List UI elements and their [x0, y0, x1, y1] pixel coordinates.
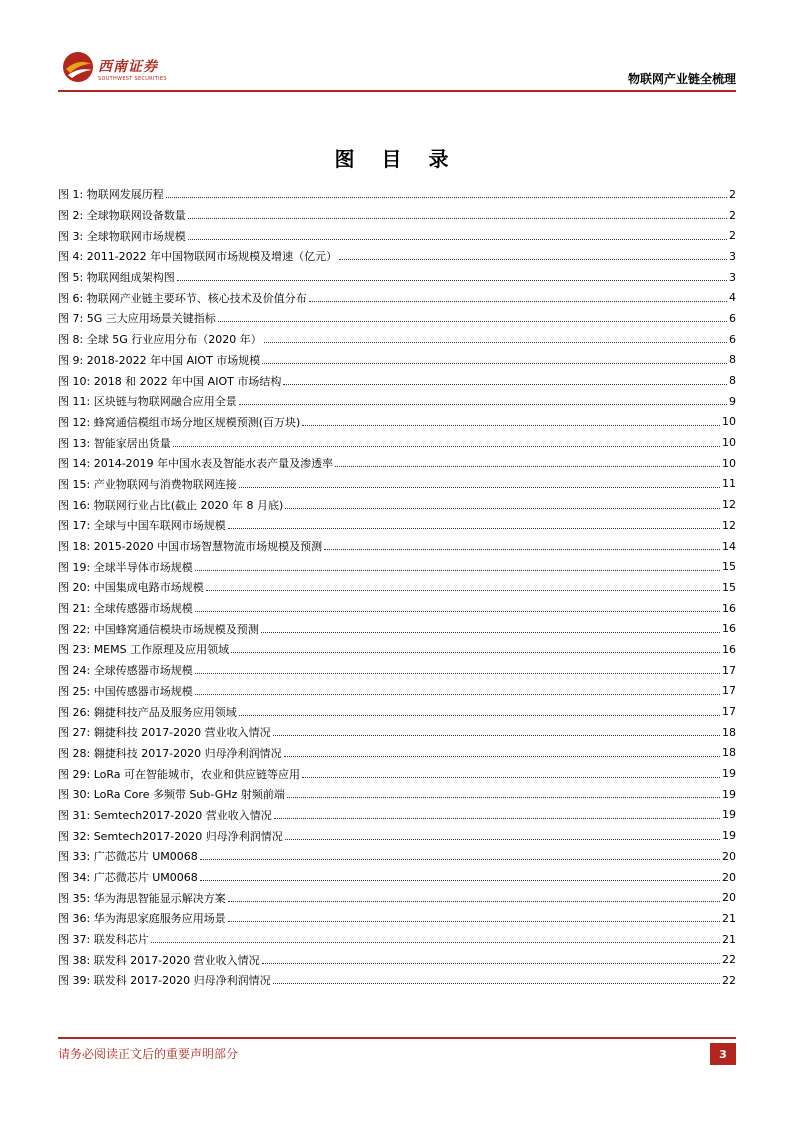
toc-entry-page: 21 [722, 932, 736, 946]
toc-entry[interactable] [58, 660, 736, 681]
toc-entry-page: 8 [729, 374, 736, 388]
page-number: 3 [710, 1043, 736, 1065]
toc-entry-label: 图 6: 物联网产业链主要环节、核心技术及价值分布 [58, 291, 307, 305]
toc-entry[interactable] [58, 246, 736, 267]
toc-entry[interactable] [58, 267, 736, 288]
toc-entry-page: 16 [722, 642, 736, 656]
toc-entry-label: 图 35: 华为海思智能显示解决方案 [58, 891, 226, 905]
toc-entry[interactable] [58, 515, 736, 536]
toc-entry-page: 17 [722, 705, 736, 719]
toc-entry-page: 18 [722, 746, 736, 760]
disclaimer-notice: 请务必阅读正文后的重要声明部分 [58, 1047, 239, 1061]
dot-leader [195, 561, 720, 571]
toc-entry-label: 图 16: 物联网行业占比(截止 2020 年 8 月底) [58, 498, 284, 512]
toc-entry-label: 图 3: 全球物联网市场规模 [58, 229, 186, 243]
toc-entry-label: 图 12: 蜂窝通信模组市场分地区规模预测(百万块) [58, 415, 301, 429]
footer-divider [58, 1037, 736, 1039]
toc-entry[interactable] [58, 701, 736, 722]
toc-entry-label: 图 29: LoRa 可在智能城市，农业和供应链等应用 [58, 767, 300, 781]
toc-entry[interactable] [58, 970, 736, 991]
toc-entry-label: 图 32: Semtech2017-2020 归母净利润情况 [58, 829, 283, 843]
toc-entry[interactable] [58, 784, 736, 805]
dot-leader [302, 768, 720, 778]
dot-leader [239, 395, 727, 405]
dot-leader [335, 457, 720, 467]
toc-entry-page: 6 [729, 311, 736, 325]
dot-leader [200, 871, 720, 881]
dot-leader [284, 747, 720, 757]
toc-entry-page: 15 [722, 560, 736, 574]
logo-emblem-icon [60, 50, 96, 84]
toc-entry[interactable] [58, 287, 736, 308]
toc-entry-label: 图 39: 联发科 2017-2020 归母净利润情况 [58, 974, 271, 988]
toc-entry-page: 22 [722, 953, 736, 967]
toc-entry-label: 图 36: 华为海思家庭服务应用场景 [58, 912, 226, 926]
toc-entry-label: 图 9: 2018-2022 年中国 AIOT 市场规模 [58, 353, 261, 367]
toc-entry-label: 图 33: 广芯微芯片 UM0068 [58, 850, 198, 864]
toc-entry-label: 图 30: LoRa Core 多频带 Sub-GHz 射频前端 [58, 788, 285, 802]
toc-entry-label: 图 2: 全球物联网设备数量 [58, 209, 186, 223]
toc-entry-page: 10 [722, 436, 736, 450]
dot-leader [228, 912, 720, 922]
toc-entry[interactable] [58, 184, 736, 205]
toc-entry-label: 图 5: 物联网组成架构图 [58, 271, 175, 285]
toc-entry[interactable] [58, 867, 736, 888]
toc-entry-label: 图 34: 广芯微芯片 UM0068 [58, 871, 198, 885]
toc-entry[interactable] [58, 743, 736, 764]
toc-entry-label: 图 4: 2011-2022 年中国物联网市场规模及增速（亿元） [58, 250, 338, 264]
toc-entry-label: 图 14: 2014-2019 年中国水表及智能水表产量及渗透率 [58, 457, 334, 471]
toc-entry-page: 12 [722, 498, 736, 512]
dot-leader [309, 292, 727, 302]
toc-entry[interactable] [58, 453, 736, 474]
dot-leader [339, 250, 727, 260]
toc-entry-label: 图 20: 中国集成电路市场规模 [58, 581, 204, 595]
toc-entry[interactable] [58, 225, 736, 246]
dot-leader [239, 478, 720, 488]
toc-entry-page: 20 [722, 870, 736, 884]
toc-entry-label: 图 28: 翱捷科技 2017-2020 归母净利润情况 [58, 746, 282, 760]
toc-entry[interactable] [58, 722, 736, 743]
figure-list [58, 184, 736, 991]
toc-entry-page: 15 [722, 580, 736, 594]
toc-entry-page: 19 [722, 767, 736, 781]
toc-entry[interactable] [58, 474, 736, 495]
toc-entry-label: 图 18: 2015-2020 中国市场智慧物流市场规模及预测 [58, 540, 323, 554]
toc-entry-label: 图 11: 区块链与物联网融合应用全景 [58, 395, 237, 409]
toc-entry[interactable] [58, 556, 736, 577]
toc-entry-page: 11 [722, 477, 736, 491]
toc-entry-page: 9 [729, 394, 736, 408]
toc-entry[interactable] [58, 825, 736, 846]
dot-leader [287, 788, 720, 798]
header-divider [58, 90, 736, 92]
toc-entry[interactable] [58, 949, 736, 970]
toc-entry-page: 2 [729, 229, 736, 243]
dot-leader [166, 188, 727, 198]
toc-entry[interactable] [58, 577, 736, 598]
dot-leader [206, 581, 720, 591]
toc-entry[interactable] [58, 391, 736, 412]
toc-entry[interactable] [58, 929, 736, 950]
toc-entry-label: 图 27: 翱捷科技 2017-2020 营业收入情况 [58, 726, 271, 740]
toc-entry-page: 10 [722, 415, 736, 429]
toc-entry-page: 19 [722, 829, 736, 843]
toc-entry[interactable] [58, 763, 736, 784]
dot-leader [177, 271, 727, 281]
dot-leader [302, 416, 720, 426]
toc-entry-label: 图 22: 中国蜂窝通信模块市场规模及预测 [58, 622, 259, 636]
toc-entry-label: 图 10: 2018 和 2022 年中国 AIOT 市场结构 [58, 374, 282, 388]
toc-entry-page: 22 [722, 973, 736, 987]
dot-leader [218, 312, 727, 322]
dot-leader [262, 354, 727, 364]
toc-entry-page: 19 [722, 808, 736, 822]
toc-entry[interactable] [58, 639, 736, 660]
toc-entry[interactable] [58, 681, 736, 702]
toc-entry[interactable] [58, 846, 736, 867]
toc-entry[interactable] [58, 598, 736, 619]
dot-leader [285, 499, 720, 509]
dot-leader [261, 623, 720, 633]
dot-leader [195, 602, 720, 612]
toc-entry-label: 图 26: 翱捷科技产品及服务应用领域 [58, 705, 237, 719]
toc-entry[interactable] [58, 805, 736, 826]
toc-entry-label: 图 17: 全球与中国车联网市场规模 [58, 519, 226, 533]
toc-entry-label: 图 8: 全球 5G 行业应用分布（2020 年） [58, 333, 262, 347]
toc-entry-page: 21 [722, 911, 736, 925]
toc-entry[interactable] [58, 618, 736, 639]
toc-entry-label: 图 13: 智能家居出货量 [58, 436, 171, 450]
dot-leader [285, 830, 720, 840]
dot-leader [151, 933, 720, 943]
toc-entry[interactable] [58, 432, 736, 453]
toc-entry-label: 图 37: 联发科芯片 [58, 933, 149, 947]
toc-entry-label: 图 19: 全球半导体市场规模 [58, 560, 193, 574]
toc-entry[interactable] [58, 329, 736, 350]
dot-leader [239, 706, 720, 716]
logo-chinese-name: 西南证券 [98, 59, 158, 75]
toc-entry-label: 图 31: Semtech2017-2020 营业收入情况 [58, 808, 272, 822]
dot-leader [200, 850, 720, 860]
toc-entry-page: 20 [722, 891, 736, 905]
toc-entry[interactable] [58, 494, 736, 515]
toc-entry-page: 4 [729, 291, 736, 305]
toc-heading: 图 目 录 [334, 147, 459, 171]
dot-leader [231, 643, 720, 653]
toc-entry[interactable] [58, 370, 736, 391]
toc-entry-label: 图 21: 全球传感器市场规模 [58, 602, 193, 616]
dot-leader [264, 333, 727, 343]
toc-entry-page: 17 [722, 684, 736, 698]
dot-leader [283, 375, 727, 385]
page-header [58, 40, 736, 90]
toc-entry-page: 12 [722, 518, 736, 532]
toc-entry-page: 3 [729, 249, 736, 263]
company-logo [58, 48, 178, 88]
dot-leader [324, 540, 720, 550]
toc-entry-label: 图 23: MEMS 工作原理及应用领域 [58, 643, 230, 657]
toc-entry-label: 图 15: 产业物联网与消费物联网连接 [58, 477, 237, 491]
toc-entry[interactable] [58, 908, 736, 929]
dot-leader [262, 954, 720, 964]
toc-entry-page: 8 [729, 353, 736, 367]
toc-entry-label: 图 7: 5G 三大应用场景关键指标 [58, 312, 216, 326]
toc-entry[interactable] [58, 350, 736, 371]
toc-entry-page: 2 [729, 208, 736, 222]
toc-entry-page: 2 [729, 187, 736, 201]
toc-entry-label: 图 25: 中国传感器市场规模 [58, 684, 193, 698]
report-title: 物联网产业链全梳理 [627, 72, 736, 86]
dot-leader [195, 664, 720, 674]
toc-entry-page: 6 [729, 332, 736, 346]
dot-leader [273, 726, 720, 736]
toc-entry-page: 16 [722, 601, 736, 615]
toc-entry[interactable] [58, 887, 736, 908]
toc-entry-label: 图 38: 联发科 2017-2020 营业收入情况 [58, 953, 260, 967]
dot-leader [274, 809, 720, 819]
toc-entry-label: 图 24: 全球传感器市场规模 [58, 664, 193, 678]
dot-leader [228, 892, 720, 902]
toc-entry[interactable] [58, 308, 736, 329]
dot-leader [188, 230, 727, 240]
toc-entry-page: 18 [722, 725, 736, 739]
toc-entry-page: 17 [722, 663, 736, 677]
toc-entry-page: 3 [729, 270, 736, 284]
dot-leader [173, 437, 720, 447]
toc-entry[interactable] [58, 412, 736, 433]
dot-leader [195, 685, 720, 695]
dot-leader [273, 974, 720, 984]
toc-entry-page: 19 [722, 787, 736, 801]
toc-entry-page: 14 [722, 539, 736, 553]
toc-entry-page: 10 [722, 456, 736, 470]
toc-entry-page: 16 [722, 622, 736, 636]
dot-leader [188, 209, 727, 219]
toc-entry-page: 20 [722, 849, 736, 863]
toc-entry[interactable] [58, 205, 736, 226]
toc-entry-label: 图 1: 物联网发展历程 [58, 188, 164, 202]
logo-english-name: SOUTHWEST SECURITIES [98, 76, 167, 82]
dot-leader [228, 519, 720, 529]
page-footer [58, 1037, 736, 1073]
toc-entry[interactable] [58, 536, 736, 557]
